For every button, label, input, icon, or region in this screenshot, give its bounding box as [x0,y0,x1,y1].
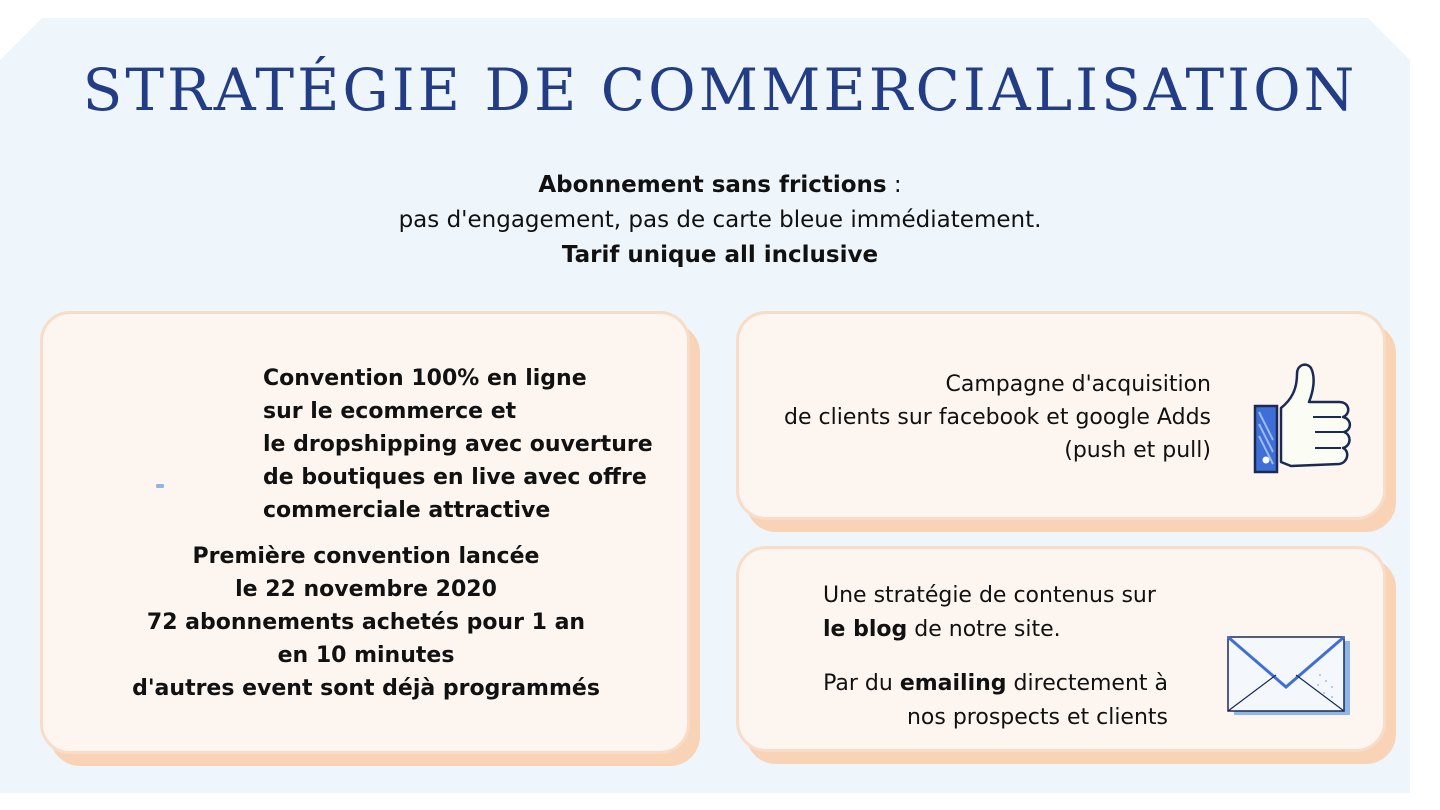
convention-description [263,362,653,527]
convention-line: le dropshipping avec ouverture [263,432,653,457]
content-line-2-rest: de notre site. [907,617,1061,642]
emailing-label: emailing [899,671,1007,696]
emailing-line-1 [823,667,1168,701]
acquisition-line: Campagne d'acquisition [945,372,1211,397]
convention-line: sur le ecommerce et [263,399,517,424]
intro-line-1 [0,168,1440,203]
premiere-convention-text [43,540,689,705]
convention-line: commerciale attractive [263,498,551,523]
intro-line-2: pas d'engagement, pas de carte bleue immédiatement. [398,207,1042,233]
content-strategy-text [823,579,1156,647]
blog-label: le blog [823,617,908,642]
premiere-line: Première convention lancée [192,544,540,569]
acquisition-line: (push et pull) [1064,438,1211,463]
thumbs-up-icon [1251,360,1361,480]
content-line-1: Une stratégie de contenus sur [823,583,1156,608]
intro-bold-label: Abonnement sans frictions [538,172,887,198]
convention-line: Convention 100% en ligne [263,366,587,391]
premiere-line: 72 abonnements achetés pour 1 an [146,610,586,635]
premiere-line: en 10 minutes [277,643,455,668]
convention-card [40,311,690,754]
acquisition-text [784,368,1211,467]
emailing-line-2: nos prospects et clients [906,705,1168,730]
content-line-2 [823,613,1156,647]
acquisition-line: de clients sur facebook et google Adds [784,405,1211,430]
emailing-rest: directement à [1006,671,1168,696]
convention-line: de boutiques en live avec offre [263,465,647,490]
decorative-dot [156,484,164,488]
premiere-line: le 22 novembre 2020 [235,577,497,602]
emailing-text [823,667,1168,735]
premiere-line: d'autres event sont déjà programmés [132,676,600,701]
intro-colon: : [886,172,902,198]
intro-line-3: Tarif unique all inclusive [561,242,879,268]
acquisition-card [736,311,1386,520]
intro-text [0,168,1440,273]
envelope-icon [1224,635,1354,723]
page-title: STRATÉGIE DE COMMERCIALISATION [82,56,1358,124]
content-strategy-card [736,546,1386,752]
emailing-prefix: Par du [823,671,900,696]
